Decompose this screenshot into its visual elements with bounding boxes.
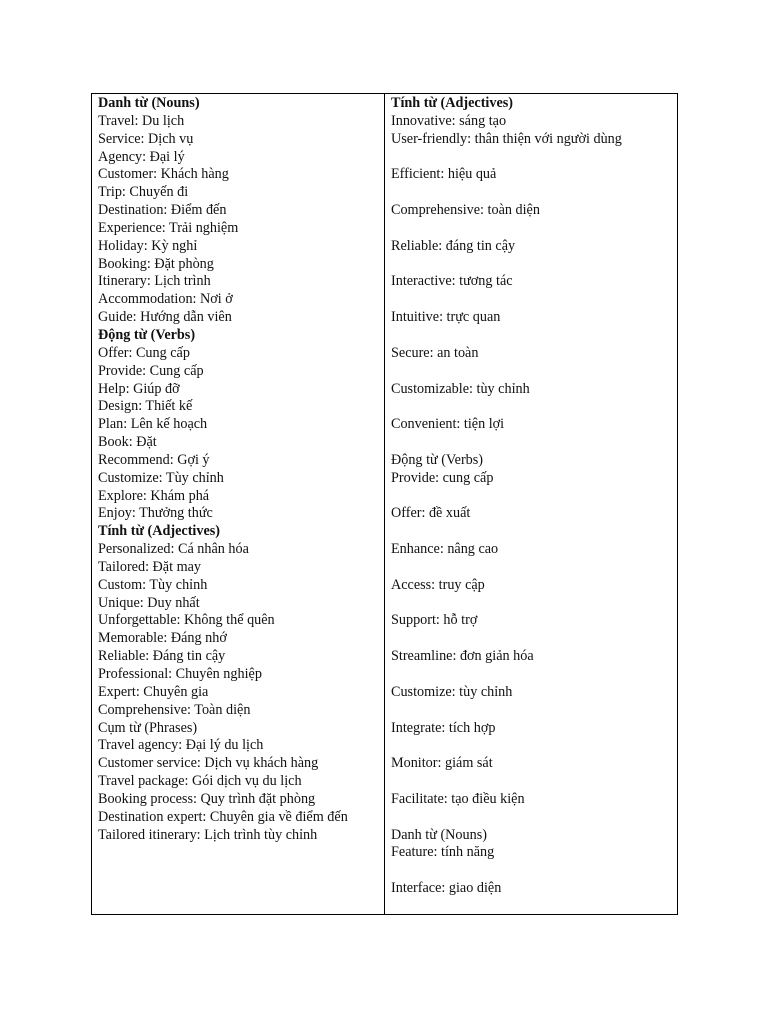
right-vocab-entry: User-friendly: thân thiện với người dùng [391,130,622,147]
right-vocab-entry: Feature: tính năng [391,844,495,861]
left-vocab-entry: Tailored: Đặt may [98,558,202,575]
right-vocab-entry: Efficient: hiệu quả [391,166,497,183]
left-vocab-entry: Guide: Hướng dẫn viên [98,309,232,326]
left-vocab-entry: Unforgettable: Không thể quên [98,612,275,629]
right-vocab-entry: Comprehensive: toàn diện [391,202,540,219]
left-vocab-entry: Agency: Đại lý [98,148,185,165]
right-vocab-entry: Streamline: đơn giản hóa [391,648,534,665]
left-vocab-entry: Reliable: Đáng tin cậy [98,648,226,665]
left-section-heading: Danh từ (Nouns) [98,95,200,111]
right-section-heading: Tính từ (Adjectives) [391,95,514,111]
right-vocab-entry: Interface: giao diện [391,880,502,897]
left-vocab-entry: Recommend: Gợi ý [98,451,210,468]
left-vocab-entry: Explore: Khám phá [98,487,210,504]
right-column [385,94,677,914]
left-vocab-entry: Trip: Chuyến đi [98,184,189,201]
left-section-heading: Động từ (Verbs) [98,326,196,343]
left-vocab-entry: Tailored itinerary: Lịch trình tùy chỉnh [98,826,318,843]
left-vocab-entry: Service: Dịch vụ [98,130,194,147]
left-vocab-entry: Plan: Lên kế hoạch [98,416,208,433]
right-vocab-entry: Customize: tùy chỉnh [391,683,513,700]
left-vocab-entry: Personalized: Cá nhân hóa [98,541,249,558]
left-vocab-entry: Accommodation: Nơi ở [98,291,233,308]
left-vocab-entry: Custom: Tùy chỉnh [98,576,208,593]
left-vocab-entry: Comprehensive: Toàn diện [98,701,251,718]
left-section-heading: Tính từ (Adjectives) [98,523,221,540]
right-vocab-entry: Access: truy cập [391,576,485,593]
left-vocab-entry: Customer service: Dịch vụ khách hàng [98,755,319,772]
right-vocab-entry: Provide: cung cấp [391,469,494,486]
left-vocab-entry: Experience: Trải nghiệm [98,219,239,236]
right-vocab-entry: Monitor: giám sát [391,755,493,772]
right-vocab-entry: Convenient: tiện lợi [391,416,505,433]
right-vocab-entry: Customizable: tùy chỉnh [391,380,530,397]
left-vocab-entry: Memorable: Đáng nhớ [98,630,227,647]
right-vocab-entry: Innovative: sáng tạo [391,112,507,129]
right-vocab-entry: Động từ (Verbs) [391,451,484,468]
left-vocab-entry: Unique: Duy nhất [98,594,200,611]
left-vocab-entry: Customer: Khách hàng [98,166,229,183]
left-vocab-entry: Professional: Chuyên nghiệp [98,666,262,682]
left-vocab-entry: Travel agency: Đại lý du lịch [98,737,264,754]
left-vocab-entry: Booking: Đặt phòng [98,255,214,272]
left-vocab-entry: Cụm từ (Phrases) [98,719,198,736]
right-vocab-entry: Intuitive: trực quan [391,309,501,326]
right-vocab-entry: Interactive: tương tác [391,273,513,290]
right-vocab-entry: Facilitate: tạo điều kiện [391,790,525,807]
right-vocab-entry: Secure: an toàn [391,344,479,361]
right-vocab-entry: Offer: đề xuất [391,505,471,522]
left-vocab-entry: Customize: Tùy chỉnh [98,469,224,486]
right-vocab-entry: Danh từ (Nouns) [391,826,487,843]
left-vocab-entry: Design: Thiết kế [98,398,193,415]
left-vocab-entry: Travel package: Gói dịch vụ du lịch [98,773,302,790]
left-vocab-entry: Holiday: Kỳ nghỉ [98,237,198,254]
right-vocab-entry: Integrate: tích hợp [391,719,496,736]
left-vocab-entry: Provide: Cung cấp [98,362,204,379]
right-vocab-entry: Support: hỗ trợ [391,612,478,629]
left-column [92,94,385,914]
left-vocab-entry: Book: Đặt [98,434,157,451]
left-vocab-entry: Help: Giúp đỡ [98,380,180,397]
vocabulary-table [91,93,678,915]
left-vocab-entry: Destination expert: Chuyên gia về điểm đến [98,808,348,825]
left-vocab-entry: Expert: Chuyên gia [98,683,209,700]
left-vocab-entry: Destination: Điểm đến [98,202,227,219]
left-vocab-entry: Enjoy: Thưởng thức [98,505,213,522]
left-vocab-entry: Offer: Cung cấp [98,344,190,361]
right-vocab-entry: Enhance: nâng cao [391,541,499,558]
right-vocab-entry: Reliable: đáng tin cậy [391,237,516,254]
left-vocab-entry: Itinerary: Lịch trình [98,273,211,290]
left-vocab-entry: Travel: Du lịch [98,112,185,129]
left-vocab-entry: Booking process: Quy trình đặt phòng [98,790,316,807]
